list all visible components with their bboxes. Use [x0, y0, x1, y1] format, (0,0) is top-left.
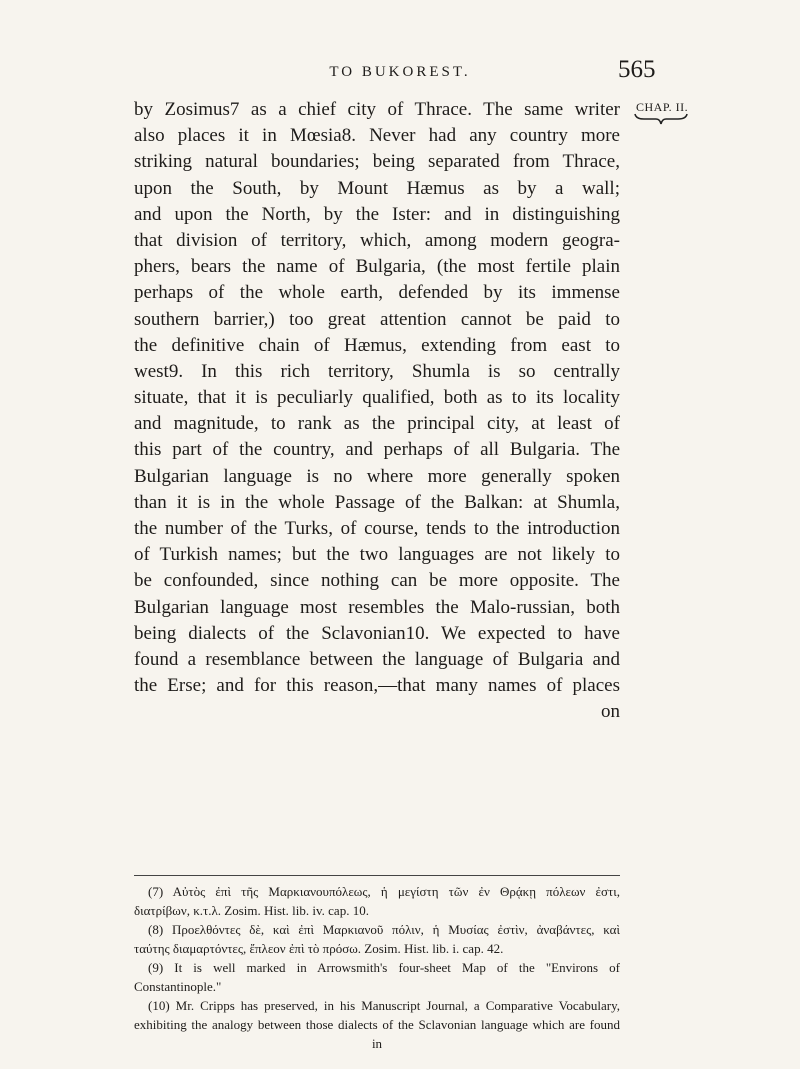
text-line: be confounded, since nothing can be more opposite. The: [134, 570, 620, 592]
footnote-line: (10) Mr. Cripps has preserved, in his Manuscript Journal, a Comparative Vocabulary,: [148, 998, 620, 1013]
text-line: phers, bears the name of Bulgaria, (the most fertile plain: [134, 256, 620, 278]
chapter-label: CHAP. II.: [636, 100, 689, 114]
text-line: that division of territory, which, among modern geogra-: [134, 229, 620, 251]
text-line: and upon the North, by the Ister: and in distinguishing: [134, 203, 620, 225]
running-title: TO BUKOREST.: [329, 64, 471, 80]
footnote-line: Constantinople.": [134, 979, 222, 994]
text-line: than it is in the whole Passage of the Balkan: at Shumla,: [134, 491, 620, 513]
text-line: perhaps of the whole earth, defended by its immense: [134, 282, 620, 304]
catchword: on: [601, 701, 620, 723]
text-line: Bulgarian language most resembles the Malo-russian, both: [134, 596, 620, 618]
page-number: 565: [618, 56, 656, 83]
text-line: being dialects of the Sclavonian10. We expected to have: [134, 622, 620, 644]
footnotes: [134, 882, 620, 1053]
footnote-line: (9) It is well marked in Arrowsmith's four-sheet Map of the "Environs of: [148, 960, 620, 975]
footnote-rule: [134, 875, 620, 876]
text-line: Bulgarian language is no where more generally spoken: [134, 465, 620, 487]
text-line: and magnitude, to rank as the principal city, at least of: [134, 413, 620, 435]
text-line: the number of the Turks, of course, tends to the introduction: [134, 518, 620, 539]
text-line: the definitive chain of Hæmus, extending from east to: [134, 334, 620, 356]
footnote-line: (8) Προελθόντες δὲ, καὶ ἐπὶ Μαρκιανοῦ πόλιν, ἡ Μυσίας ἐστὶν, ἀναβάντες, καὶ: [148, 922, 620, 937]
footnote-line: ταύτης διαμαρτόντες, ἔπλεον ἐπὶ τὸ πρόσω. Zosim. Hist. lib. i. cap. 42.: [134, 941, 504, 956]
text-line: situate, that it is peculiarly qualified, both as to its locality: [134, 387, 620, 409]
text-line: of Turkish names; but the two languages are not likely to: [134, 544, 620, 566]
text-line: west9. In this rich territory, Shumla is so centrally: [134, 360, 620, 382]
text-line: found a resemblance between the language of Bulgaria and: [134, 648, 620, 670]
text-line: this part of the country, and perhaps of all Bulgaria. The: [134, 439, 620, 461]
footnote-line: in: [371, 1036, 383, 1051]
main-text: [134, 97, 620, 726]
footnote-line: exhibiting the analogy between those dialects of the Sclavonian language which are found: [134, 1017, 620, 1032]
text-line: by Zosimus7 as a chief city of Thrace. The same writer: [134, 99, 620, 120]
text-line: the Erse; and for this reason,—that many names of places: [134, 675, 620, 697]
text-line: also places it in Mœsia8. Never had any country more: [134, 125, 620, 147]
text-line: upon the South, by Mount Hæmus as by a wall;: [134, 177, 620, 199]
footnote-line: διατρίβων, κ.τ.λ. Zosim. Hist. lib. iv. cap. 10.: [134, 903, 369, 918]
footnote-line: (7) Αὐτὸς ἐπὶ τῆς Μαρκιανουπόλεως, ἡ μεγίστη τῶν ἐν Θρᾴκῃ πόλεων ἐστι,: [148, 884, 620, 899]
brace-ornament: [634, 112, 688, 126]
text-line: southern barrier,) too great attention cannot be paid to: [134, 308, 620, 330]
text-line: striking natural boundaries; being separated from Thrace,: [134, 151, 620, 173]
